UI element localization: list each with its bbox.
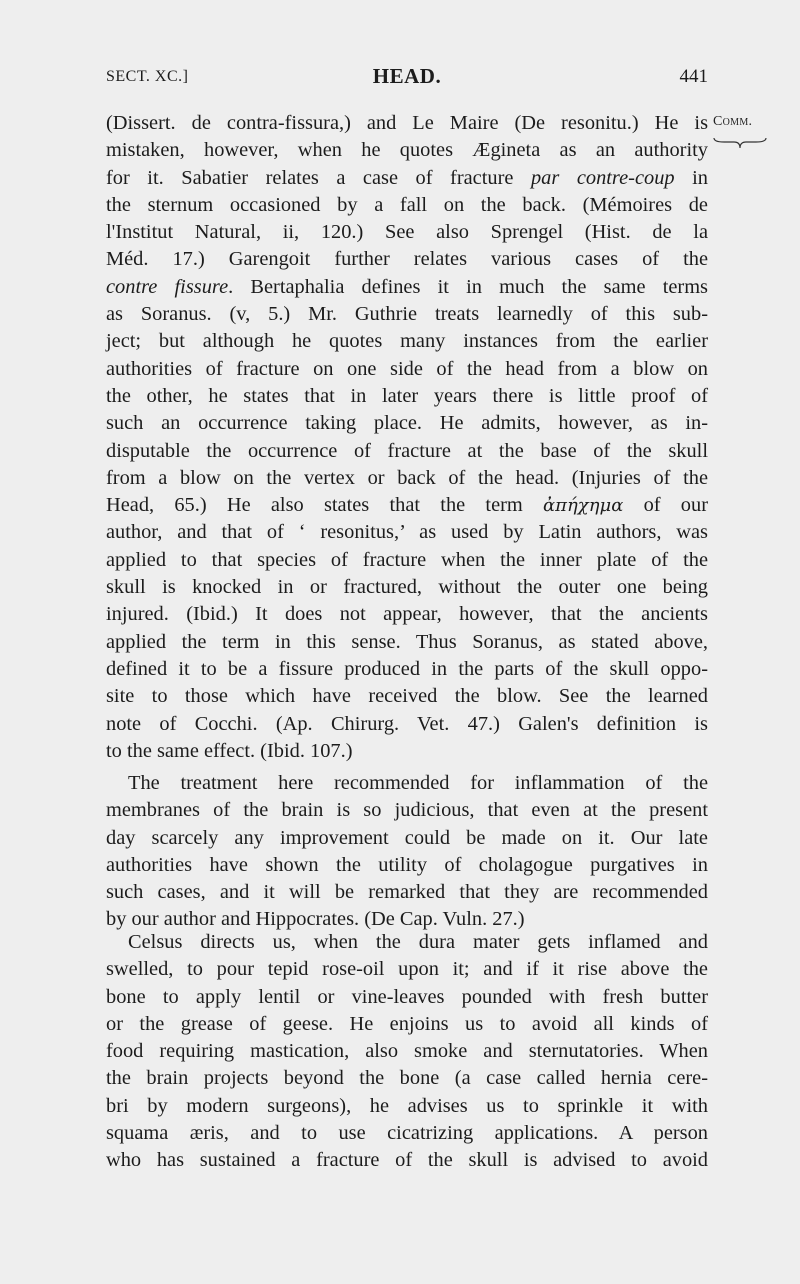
text-run: of our — [623, 494, 708, 517]
text-line: author, and that of ‘ resonitus,’ as used by Latin authors, was — [106, 521, 708, 544]
text-line: the brain projects beyond the bone (a case called hernia cere- — [106, 1067, 708, 1090]
paragraph-celsus-directions — [106, 929, 708, 1175]
text-line: such an occurrence taking place. He admits, however, as in- — [106, 412, 708, 435]
text-line: as Soranus. (v, 5.) Mr. Guthrie treats learnedly of this sub- — [106, 303, 708, 326]
page-title: HEAD. — [372, 64, 442, 88]
text-line: authorities of fracture on one side of the head from a blow on — [106, 357, 708, 380]
greek-term: ἀπήχημα — [543, 495, 624, 517]
text-line: day scarcely any improvement could be made on it. Our late — [106, 826, 708, 849]
italic-term: par contre-coup — [530, 166, 675, 189]
text-line: the sternum occasioned by a fall on the back. (Mémoires de — [106, 193, 708, 216]
paragraph-commentary-contre-coup — [106, 110, 708, 765]
text-line: to the same effect. (Ibid. 107.) — [106, 739, 353, 762]
text-line — [106, 492, 708, 519]
text-line: bri by modern surgeons), he advises us to sprinkle it with — [106, 1094, 708, 1117]
text-line — [106, 165, 708, 192]
text-line: authorities have shown the utility of cholagogue purgatives in — [106, 853, 708, 876]
margin-brace — [712, 136, 768, 150]
text-run: for it. Sabatier relates a case of fracture — [106, 166, 514, 189]
text-line: who has sustained a fracture of the skull is advised to avoid — [106, 1149, 708, 1172]
text-line: by our author and Hippocrates. (De Cap. Vuln. 27.) — [106, 908, 525, 931]
text-line: injured. (Ibid.) It does not appear, however, that the ancients — [106, 603, 708, 626]
text-line — [106, 274, 708, 301]
text-run: Head, 65.) He also states that the term — [106, 494, 523, 517]
text-line: bone to apply lentil or vine-leaves pounded with fresh butter — [106, 985, 708, 1008]
text-line: swelled, to pour tepid rose-oil upon it; and if it rise above the — [106, 958, 708, 981]
text-line: mistaken, however, when he quotes Ægineta as an authority — [106, 139, 708, 162]
text-line: (Dissert. de contra-fissura,) and Le Maire (De resonitu.) He is — [106, 112, 708, 134]
text-line: defined it to be a fissure produced in the parts of the skull oppo- — [106, 657, 708, 680]
section-label: SECT. XC.] — [106, 68, 189, 85]
margin-note: Comm. — [713, 114, 753, 129]
text-line: the other, he states that in later years there is little proof of — [106, 384, 708, 407]
text-line: membranes of the brain is so judicious, that even at the present — [106, 799, 708, 822]
page-number: 441 — [679, 66, 708, 87]
text-line: Celsus directs us, when the dura mater gets inflamed and — [128, 931, 708, 953]
text-line: The treatment here recommended for inflammation of the — [128, 772, 708, 794]
text-line: ject; but although he quotes many instances from the earlier — [106, 330, 708, 353]
italic-term: contre fissure — [106, 275, 229, 298]
text-line: or the grease of geese. He enjoins us to avoid all kinds of — [106, 1012, 708, 1035]
text-line: note of Cocchi. (Ap. Chirurg. Vet. 47.) Galen's definition is — [106, 712, 708, 735]
text-line: squama æris, and to use cicatrizing applications. A person — [106, 1122, 708, 1145]
text-line: from a blow on the vertex or back of the head. (Injuries of the — [106, 466, 708, 489]
text-line: applied to that species of fracture when the inner plate of the — [106, 548, 708, 571]
text-line: food requiring mastication, also smoke and sternutatories. When — [106, 1040, 708, 1063]
text-line: l'Institut Natural, ii, 120.) See also Sprengel (Hist. de la — [106, 221, 708, 244]
text-line: Méd. 17.) Garengoit further relates various cases of the — [106, 248, 708, 271]
text-run: . Bertaphalia defines it in much the same terms — [228, 275, 708, 298]
text-line: such cases, and it will be remarked that they are recommended — [106, 881, 708, 904]
text-line: skull is knocked in or fractured, without the outer one being — [106, 576, 708, 599]
text-run: in — [674, 166, 708, 189]
text-line: applied the term in this sense. Thus Soranus, as stated above, — [106, 630, 708, 653]
text-line: disputable the occurrence of fracture at the base of the skull — [106, 439, 708, 462]
running-header — [106, 64, 708, 94]
paragraph-treatment-inflammation — [106, 770, 708, 934]
text-line: site to those which have received the blow. See the learned — [106, 685, 708, 708]
